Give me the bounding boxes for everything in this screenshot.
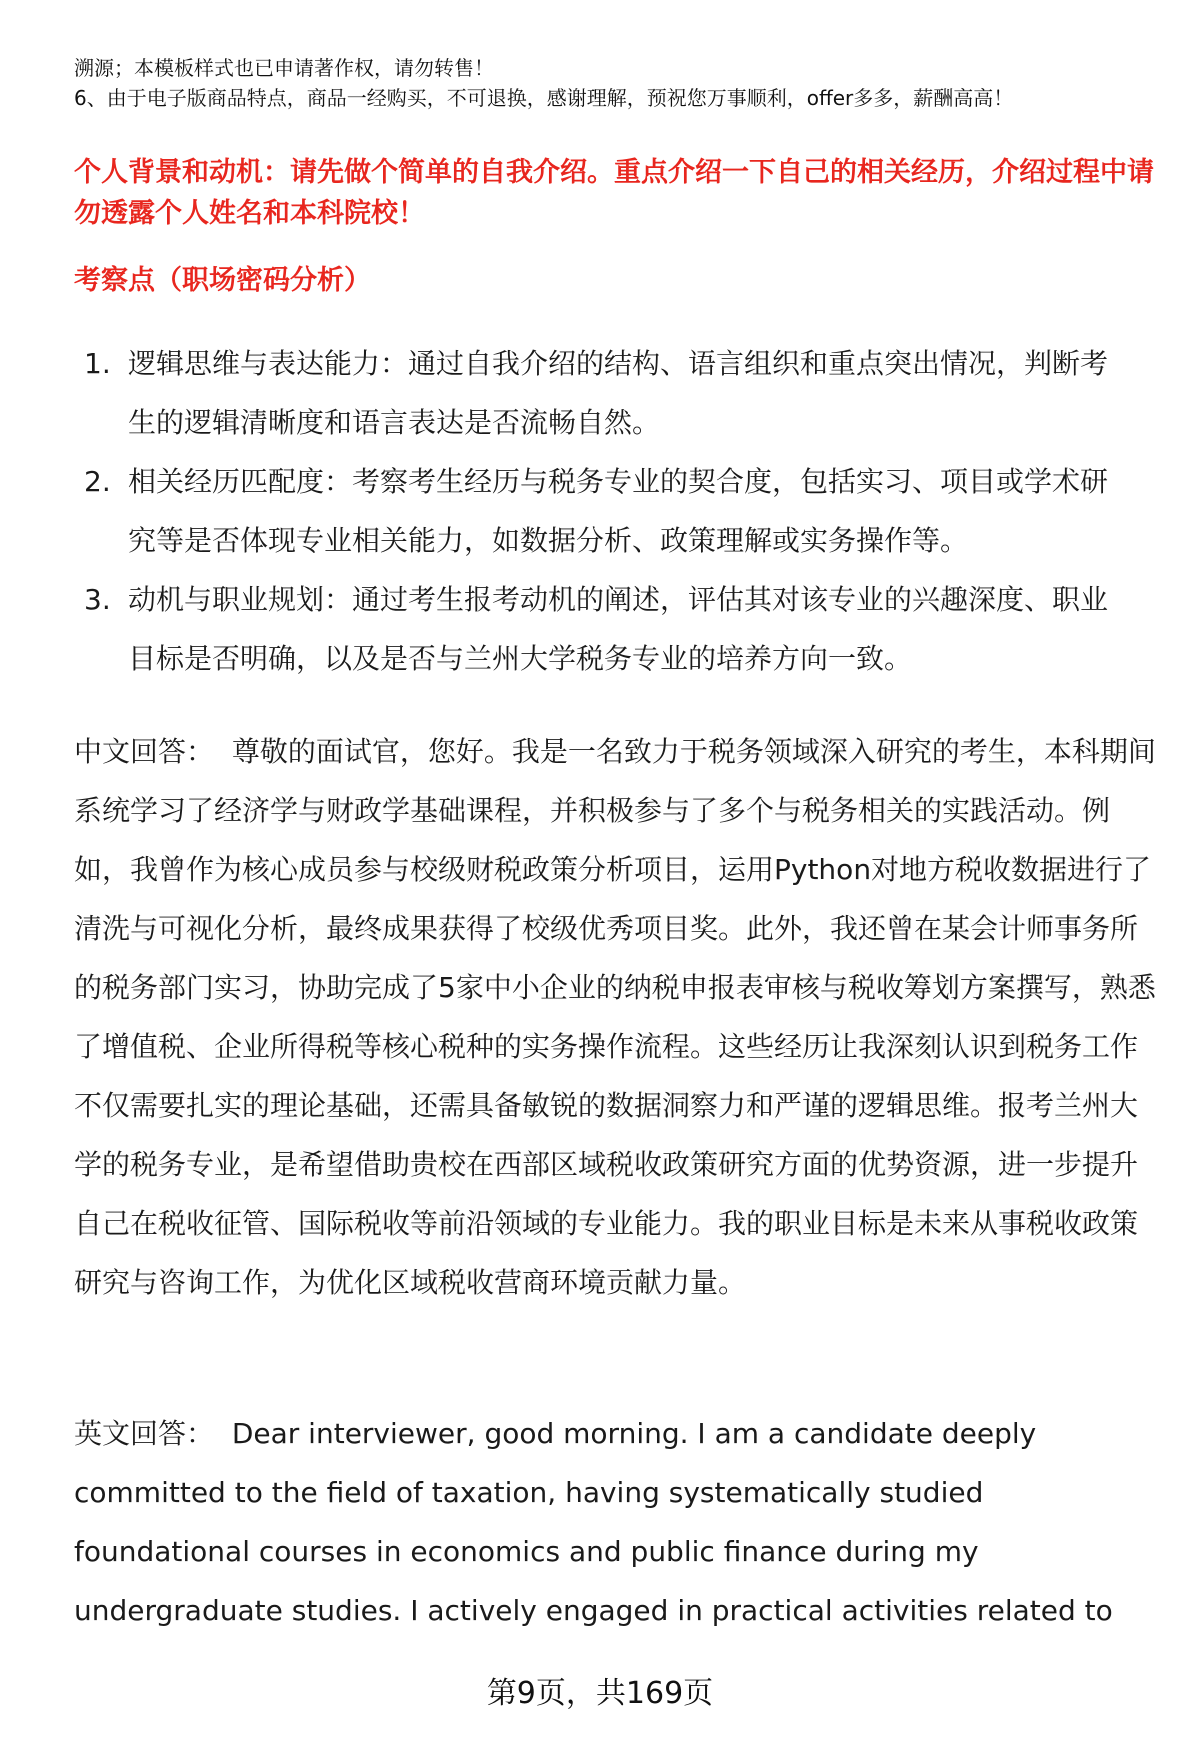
question-title: 个人背景和动机：请先做个简单的自我介绍。重点介绍一下自己的相关经历，介绍过程中请勿透露个人姓名和本科院校！	[74, 157, 1154, 229]
key-point-text: 逻辑思维与表达能力：通过自我介绍的结构、语言组织和重点突出情况，判断考生的逻辑清晰度和语言表达是否流畅自然。	[128, 347, 1109, 439]
english-answer	[74, 1404, 1164, 1640]
notice-line-2: 6、由于电子版商品特点，商品一经购买，不可退换，感谢理解，预祝您万事顺利，offer多多，薪酬高高！	[74, 86, 1014, 110]
chinese-answer-text: 尊敬的面试官，您好。我是一名致力于税务领域深入研究的考生，本科期间系统学习了经济学与财政学基础课程，并积极参与了多个与税务相关的实践活动。例如，我曾作为核心成员参与校级财税政策分析项目，运用Python对地方税收数据进行了清洗与可视化分析，最终成果获得了校级优秀项目奖。此外，我还曾在某会计师事务所的税务部门实习，协助完成了5家中小企业的纳税申报表审核与税收筹划方案撰写，熟悉了增值税、企业所得税等核心税种的实务操作流程。这些经历让我深刻认识到税务工作不仅需要扎实的理论基础，还需具备敏锐的数据洞察力和严谨的逻辑思维。报考兰州大学的税务专业，是希望借助贵校在西部区域税收政策研究方面的优势资源，进一步提升自己在税收征管、国际税收等前沿领域的专业能力。我的职业目标是未来从事税收政策研究与咨询工作，为优化区域税收营商环境贡献力量。	[74, 735, 1156, 1299]
key-point-number: 3.	[84, 583, 111, 616]
page-number: 第9页，共169页	[486, 1676, 714, 1711]
key-point-text: 相关经历匹配度：考察考生经历与税务专业的契合度，包括实习、项目或学术研究等是否体现专业相关能力，如数据分析、政策理解或实务操作等。	[128, 465, 1109, 557]
english-answer-text: Dear interviewer, good morning. I am a candidate deeply committed to the field of taxation, having systematically studied foundational courses in economics and public finance during my undergraduate studies. I actively engaged in practical activities related to	[74, 1417, 1113, 1627]
chinese-answer	[74, 722, 1164, 1312]
key-point-text: 动机与职业规划：通过考生报考动机的阐述，评估其对该专业的兴趣深度、职业目标是否明确，以及是否与兰州大学税务专业的培养方向一致。	[128, 583, 1109, 675]
notice-line-1: 溯源；本模板样式也已申请著作权，请勿转售！	[74, 56, 494, 80]
key-point-number: 2.	[84, 465, 111, 498]
key-point-number: 1.	[84, 347, 111, 380]
english-answer-label: 英文回答：	[74, 1417, 215, 1450]
chinese-answer-label: 中文回答：	[74, 735, 215, 768]
key-points-title: 考察点（职场密码分析）	[74, 265, 371, 296]
